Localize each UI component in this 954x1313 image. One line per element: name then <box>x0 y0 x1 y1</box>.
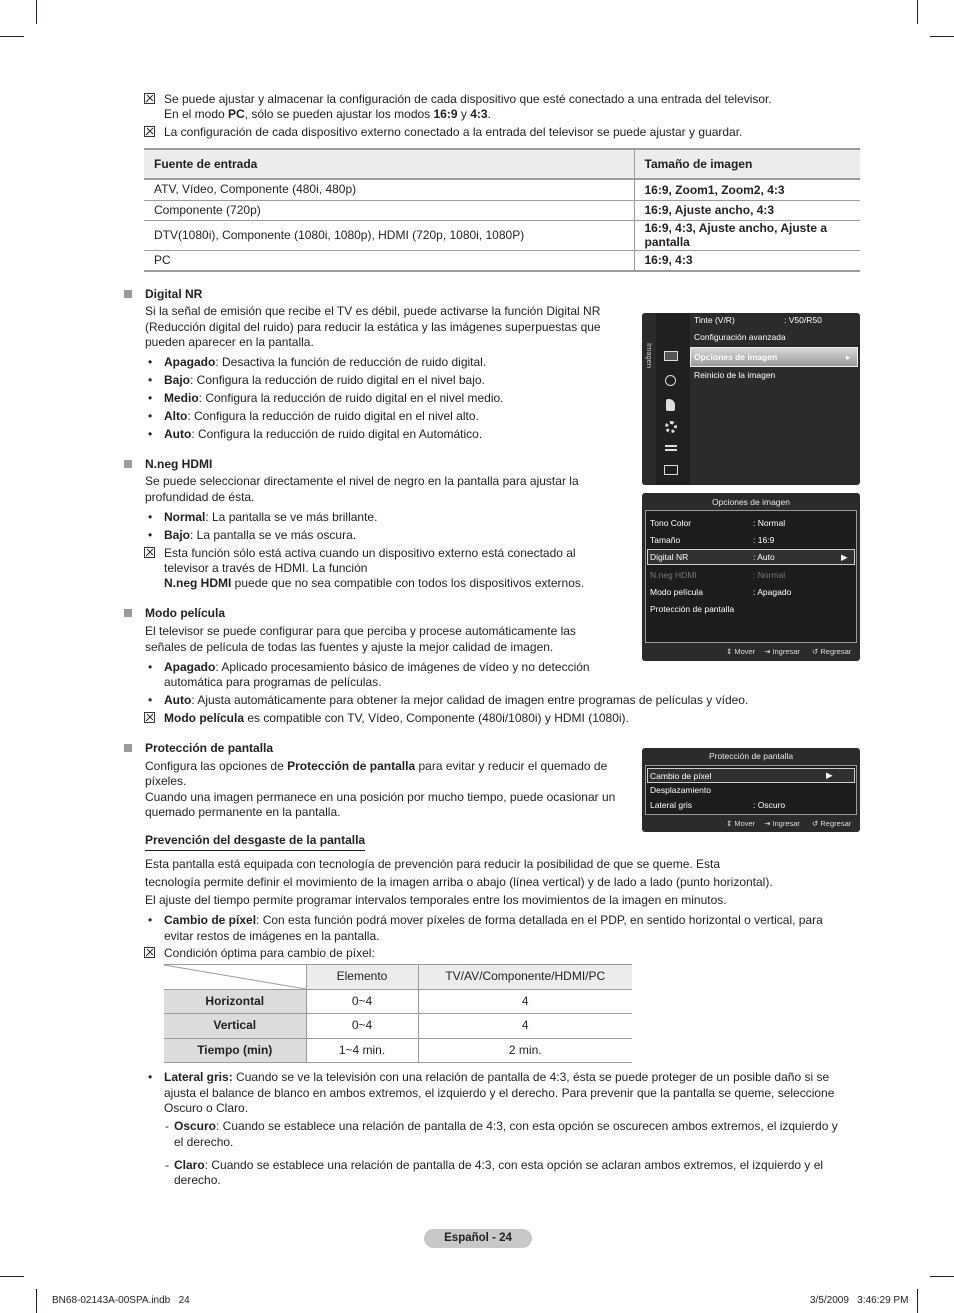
osd-menu-item[interactable]: Configuración avanzada <box>694 332 786 342</box>
table-cell: 16:9, 4:3 <box>634 250 860 271</box>
input-icon <box>665 445 677 451</box>
list-item-continued: Oscuro o Claro. <box>164 1101 249 1115</box>
note-text: En el modo PC, sólo se pueden ajustar los modos 16:9 y 4:3. <box>164 107 491 121</box>
table-row <box>144 250 860 271</box>
table-row <box>164 989 632 1014</box>
bullet: • <box>148 660 153 674</box>
bullet: • <box>148 391 153 405</box>
picture-icon <box>664 351 678 361</box>
list-item-continued: evitar restos de imágenes en la pantalla. <box>164 929 380 943</box>
paragraph: (Reducción digital del ruido) para reducir la estática y las imágenes superpuestas que <box>145 320 601 334</box>
channel-icon <box>666 399 675 411</box>
bullet: • <box>148 355 153 369</box>
crop-mark <box>36 1289 37 1313</box>
section-square-icon <box>124 744 132 752</box>
paragraph: Si la señal de emisión que recibe el TV es débil, puede activarse la función Digital NR <box>145 304 601 318</box>
bullet: • <box>148 693 153 707</box>
section-heading: Modo película <box>145 606 226 620</box>
table-header-row <box>144 149 860 179</box>
return-icon: ↺ <box>812 647 819 656</box>
footer-file-name: BN68-02143A-00SPA.indb 24 <box>52 1295 190 1306</box>
note-text: televisor a través de HDMI. La función <box>164 561 368 575</box>
table-cell: 0~4 <box>306 1014 418 1039</box>
osd-icon-strip <box>656 313 690 485</box>
osd-option-row: N.neg HDMI <box>650 570 697 580</box>
table-cell: 2 min. <box>418 1038 632 1063</box>
table-cell: 16:9, Zoom1, Zoom2, 4:3 <box>634 179 860 200</box>
section-square-icon <box>124 290 132 298</box>
paragraph: El televisor se puede configurar para que perciba y procese automáticamente las <box>145 624 576 638</box>
section-heading: Digital NR <box>145 287 203 301</box>
osd-footer-return: ↺ Regresar <box>812 819 852 828</box>
osd-image-menu <box>642 313 860 485</box>
table-header-row <box>164 965 632 990</box>
osd-side-label: Imagen <box>645 343 654 369</box>
sub-list-item: Oscuro: Cuando se establece una relación de pantalla de 4:3, con esta opción se oscurecen ambos extremos, el izquierdo y <box>174 1119 838 1133</box>
table-row-label: Horizontal <box>164 989 306 1014</box>
list-item: Lateral gris: Cuando se ve la televisión con una relación de pantalla de 4:3, ésta se puede proteger de un posible daño si se <box>164 1070 830 1084</box>
section-square-icon <box>124 460 132 468</box>
bullet: • <box>148 373 153 387</box>
list-item: Alto: Configura la reducción de ruido digital en el nivel alto. <box>164 409 479 423</box>
osd-option-row[interactable]: Cambio de píxel <box>650 771 712 781</box>
sub-heading: Prevención del desgaste de la pantalla <box>145 833 365 851</box>
crop-mark <box>36 0 37 24</box>
bullet: • <box>148 510 153 524</box>
table-row-label: Vertical <box>164 1014 306 1039</box>
table-cell: 4 <box>418 1014 632 1039</box>
section-square-icon <box>124 609 132 617</box>
list-item: Auto: Ajusta automáticamente para obtener la mejor calidad de imagen entre programas de películas y vídeo. <box>164 693 749 707</box>
table-header: Fuente de entrada <box>144 149 634 179</box>
osd-option-value: : Normal <box>753 518 786 528</box>
bullet: • <box>148 528 153 542</box>
note-text: N.neg HDMI puede que no sea compatible con todos los dispositivos externos. <box>164 576 585 590</box>
table-cell: ATV, Vídeo, Componente (480i, 480p) <box>144 179 634 200</box>
table-row <box>144 220 860 250</box>
note-icon <box>144 547 155 558</box>
list-item: Auto: Configura la reducción de ruido digital en Automático. <box>164 427 483 441</box>
sub-list-item-continued: derecho. <box>174 1173 221 1187</box>
note-text: Condición óptima para cambio de píxel: <box>164 946 375 960</box>
table-corner <box>164 965 306 990</box>
section-heading: Protección de pantalla <box>145 741 274 755</box>
bullet: • <box>148 409 153 423</box>
note-text: Esta función sólo está activa cuando un dispositivo externo está conectado al <box>164 546 576 560</box>
dash: - <box>165 1119 169 1133</box>
osd-option-value: : 16:9 <box>753 535 775 545</box>
osd-option-value: : Normal <box>753 570 786 580</box>
move-icon: ⇕ <box>726 647 733 656</box>
table-row <box>164 1038 632 1063</box>
input-size-table <box>144 148 860 272</box>
bullet: • <box>148 913 153 927</box>
sub-list-item-continued: el derecho. <box>174 1135 234 1149</box>
osd-title: Protección de pantalla <box>708 751 794 761</box>
move-icon: ⇕ <box>726 819 733 828</box>
note-icon <box>144 947 155 958</box>
osd-screen-protection <box>642 748 860 832</box>
crop-mark <box>930 1276 954 1277</box>
crop-mark <box>930 36 954 37</box>
list-item-continued: ajusta el balance de blanco en ambos extremos, el izquierdo y el derecho. Para prevenir que la pantalla se queme, seleccione <box>164 1086 835 1100</box>
osd-option-row[interactable]: Modo película <box>650 587 703 597</box>
list-item: Cambio de píxel: Con esta función podrá mover píxeles de forma detallada en el PDP, en sentido horizontal o vertical, para <box>164 913 823 927</box>
osd-menu-item[interactable]: Opciones de imagen <box>694 352 778 362</box>
footer-date: 3/5/2009 3:46:29 PM <box>810 1295 909 1306</box>
paragraph: Se puede seleccionar directamente el nivel de negro en la pantalla para ajustar la <box>145 474 579 488</box>
osd-option-row[interactable]: Tamaño <box>650 535 681 545</box>
table-cell: 4 <box>418 989 632 1014</box>
table-row <box>164 1014 632 1039</box>
bullet: • <box>148 427 153 441</box>
table-cell: Componente (720p) <box>144 200 634 220</box>
table-cell: 1~4 min. <box>306 1038 418 1063</box>
osd-footer-enter: ⇥ Ingresar <box>764 647 800 656</box>
table-row <box>144 179 860 200</box>
table-header: Tamaño de imagen <box>634 149 860 179</box>
list-item-continued: automática para programas de películas. <box>164 675 382 689</box>
paragraph: quemado permanente en la pantalla. <box>145 805 341 819</box>
note-icon <box>144 712 155 723</box>
osd-footer-return: ↺ Regresar <box>812 647 852 656</box>
paragraph: El ajuste del tiempo permite programar intervalos temporales entre los movimientos de la imagen en minutos. <box>145 893 727 907</box>
note-text: La configuración de cada dispositivo externo conectado a la entrada del televisor se puede ajustar y guardar. <box>164 125 743 139</box>
paragraph: señales de película de todas las fuentes y ajuste la mejor calidad de imagen. <box>145 640 554 654</box>
osd-menu-item[interactable]: Tinte (V/R) <box>694 315 735 325</box>
osd-footer-move: ⇕ Mover <box>726 647 756 656</box>
enter-icon: ⇥ <box>764 819 771 828</box>
table-header: Elemento <box>306 965 418 990</box>
paragraph: Configura las opciones de Protección de pantalla para evitar y reducir el quemado de <box>145 759 608 773</box>
paragraph: píxeles. <box>145 774 187 788</box>
table-cell: PC <box>144 250 634 271</box>
support-icon <box>664 465 678 475</box>
dash: - <box>165 1158 169 1172</box>
list-item: Bajo: La pantalla se ve más oscura. <box>164 528 357 542</box>
osd-arrow-icon: ▶ <box>841 552 848 562</box>
section-heading: N.neg HDMI <box>145 457 213 471</box>
osd-option-row[interactable]: Protección de pantalla <box>650 604 735 614</box>
osd-option-value: : Apagado <box>753 587 792 597</box>
table-row-label: Tiempo (min) <box>164 1038 306 1063</box>
note-icon <box>144 93 155 104</box>
osd-arrow-icon: ▶ <box>826 770 833 780</box>
paragraph: profundidad de ésta. <box>145 490 255 504</box>
page-number-label: Español - 24 <box>424 1229 532 1248</box>
table-cell: 16:9, Ajuste ancho, 4:3 <box>634 200 860 220</box>
list-item: Apagado: Aplicado procesamiento básico de imágenes de vídeo y no detección <box>164 660 590 674</box>
pixel-shift-table <box>164 964 632 1063</box>
osd-menu-value: : V50/R50 <box>784 315 822 325</box>
list-item: Bajo: Configura la reducción de ruido digital en el nivel bajo. <box>164 373 485 387</box>
sound-icon <box>665 375 676 386</box>
table-cell: DTV(1080i), Componente (1080i, 1080p), HDMI (720p, 1080i, 1080P) <box>144 220 634 250</box>
osd-option-row[interactable]: Digital NR <box>650 552 689 562</box>
osd-picture-options <box>642 493 860 661</box>
table-row <box>144 200 860 220</box>
crop-mark <box>0 1276 24 1277</box>
osd-option-value: : Oscuro <box>753 800 786 810</box>
osd-option-row[interactable]: Tono Color <box>650 518 692 528</box>
sub-list-item: Claro: Cuando se establece una relación de pantalla de 4:3, con esta opción se aclaran ambos extremos, el izquierdo y el <box>174 1158 824 1172</box>
list-item: Medio: Configura la reducción de ruido digital en el nivel medio. <box>164 391 504 405</box>
paragraph: Esta pantalla está equipada con tecnología de prevención para reducir la posibilidad de que se queme. Esta <box>145 857 721 871</box>
note-text: Modo película es compatible con TV, Vídeo, Componente (480i/1080i) y HDMI (1080i). <box>164 711 629 725</box>
crop-mark <box>917 1289 918 1313</box>
list-item: Normal: La pantalla se ve más brillante. <box>164 510 378 524</box>
setup-icon <box>665 421 677 433</box>
crop-mark <box>917 0 918 24</box>
osd-title: Opciones de imagen <box>712 497 790 507</box>
crop-mark <box>0 36 24 37</box>
osd-arrow-icon: ▸ <box>846 352 851 362</box>
list-item: Apagado: Desactiva la función de reducción de ruido digital. <box>164 355 487 369</box>
osd-option-row[interactable]: Desplazamiento <box>650 785 711 795</box>
osd-option-value: : Auto <box>753 552 775 562</box>
paragraph: pueden aparecer en la pantalla. <box>145 335 314 349</box>
osd-option-row[interactable]: Lateral gris <box>650 800 693 810</box>
table-cell: 0~4 <box>306 989 418 1014</box>
return-icon: ↺ <box>812 819 819 828</box>
osd-footer-move: ⇕ Mover <box>726 819 756 828</box>
osd-menu-item[interactable]: Reinicio de la imagen <box>694 370 776 380</box>
note-icon <box>144 126 155 137</box>
bullet: • <box>148 1070 153 1084</box>
table-cell: 16:9, 4:3, Ajuste ancho, Ajuste a pantalla <box>634 220 860 250</box>
enter-icon: ⇥ <box>764 647 771 656</box>
osd-footer-enter: ⇥ Ingresar <box>764 819 800 828</box>
paragraph: tecnología permite definir el movimiento de la imagen arriba o abajo (línea vertical) y de lado a lado (punto horizontal). <box>145 875 773 889</box>
paragraph: Cuando una imagen permanece en una posición por mucho tiempo, puede ocasionar un <box>145 790 616 804</box>
note-text: Se puede ajustar y almacenar la configuración de cada dispositivo que esté conectado a una entrada del televisor. <box>164 92 772 106</box>
table-header: TV/AV/Componente/HDMI/PC <box>418 965 632 990</box>
